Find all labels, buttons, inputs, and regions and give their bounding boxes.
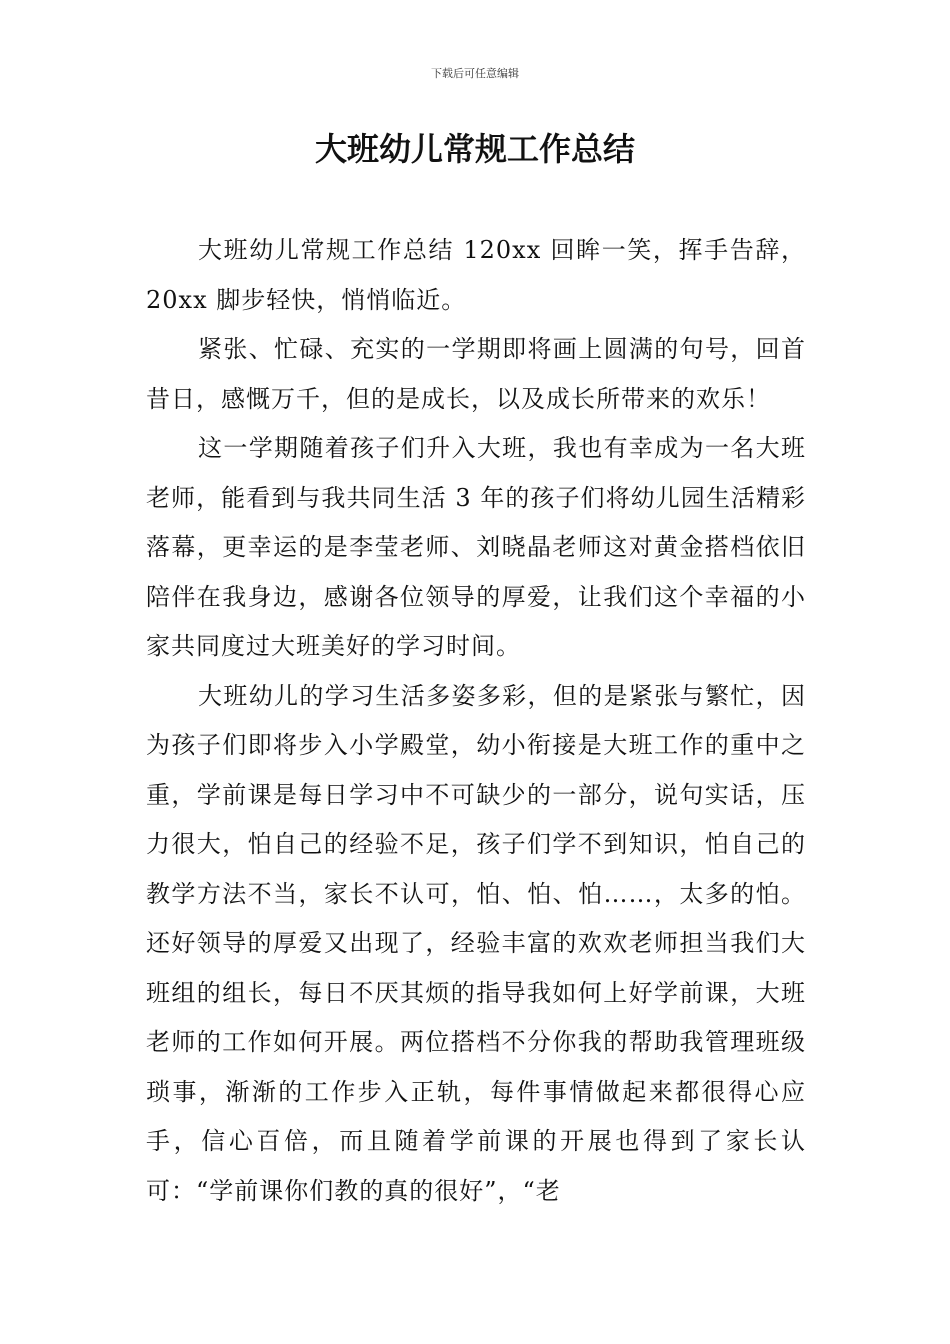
paragraph-2: 紧张、忙碌、充实的一学期即将画上圆满的句号，回首昔日，感慨万千，但的是成长，以及成长所带来的欢乐！ bbox=[146, 335, 806, 413]
document-title: 大班幼儿常规工作总结 bbox=[314, 130, 635, 168]
paragraph-4: 大班幼儿的学习生活多姿多彩，但的是紧张与繁忙，因为孩子们即将步入小学殿堂，幼小衔接是大班工作的重中之重，学前课是每日学习中不可缺少的一部分，说句实话，压力很大，怕自己的经验不足，孩子们学不到知识，怕自己的教学方法不当，家长不认可，怕、怕、怕……，太多的怕。还好领导的厚爱又出现了，经验丰富的欢欢老师担当我们大班组的组长，每日不厌其烦的指导我如何上好学前课，大班老师的工作如何开展。两位搭档不分你我的帮助我管理班级琐事，渐渐的工作步入正轨，每件事情做起来都很得心应手，信心百倍，而且随着学前课的开展也得到了家长认可：“学前课你们教的真的很好”，“老 bbox=[146, 681, 806, 1205]
paragraph-3: 这一学期随着孩子们升入大班，我也有幸成为一名大班老师，能看到与我共同生活 3 年的孩子们将幼儿园生活精彩落幕，更幸运的是李莹老师、刘晓晶老师这对黄金搭档依旧陪伴在我身边，感谢各位领导的厚爱，让我们这个幸福的小家共同度过大班美好的学习时间。 bbox=[146, 434, 806, 660]
paragraph-1: 大班幼儿常规工作总结 120xx 回眸一笑，挥手告辞，20xx 脚步轻快，悄悄临近。 bbox=[146, 236, 806, 314]
header-note: 下载后可任意编辑 bbox=[431, 67, 519, 80]
document-body bbox=[146, 226, 806, 1216]
